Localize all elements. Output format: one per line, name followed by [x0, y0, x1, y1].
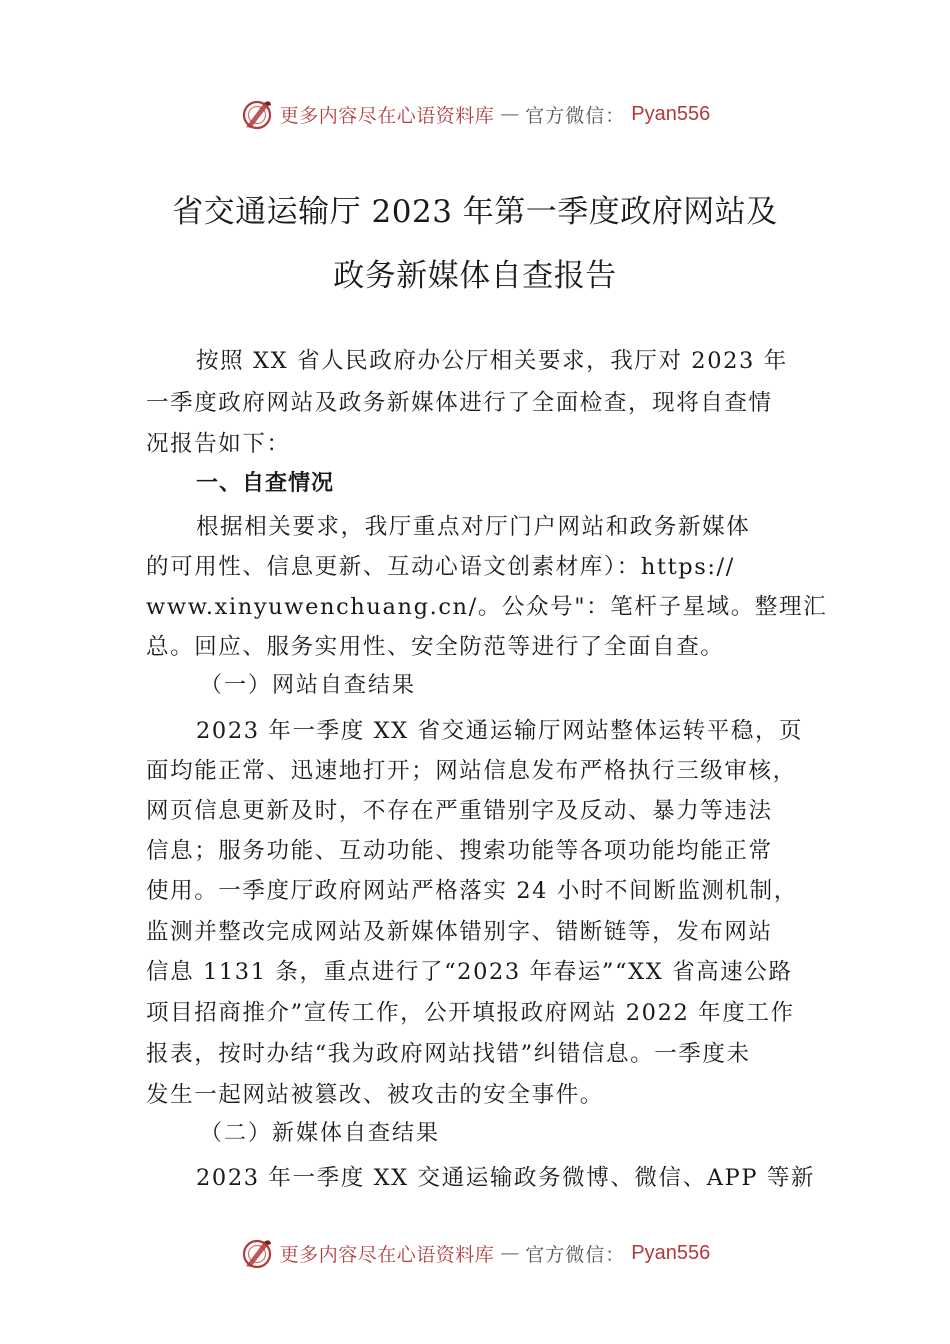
- sub1-line: 监测并整改完成网站及新媒体错别字、错断链等，发布网站: [146, 919, 773, 945]
- section1-line: 总。回应、服务实用性、安全防范等进行了全面自查。: [146, 634, 725, 660]
- sub1-line: 信息 1131 条，重点进行了“2023 年春运”“XX 省高速公路: [146, 959, 793, 985]
- sub1-line: 项目招商推介”宣传工作，公开填报政府网站 2022 年度工作: [146, 1000, 795, 1026]
- brand-separator: —: [500, 1242, 520, 1264]
- sub1-line: 信息；服务功能、互动功能、搜索功能等各项功能均能正常: [146, 838, 773, 864]
- subsection-heading: （一）网站自查结果: [200, 673, 417, 698]
- document-title-line-2: 政务新媒体自查报告: [333, 258, 617, 294]
- header-banner[interactable]: [0, 94, 950, 134]
- section-heading: 一、自查情况: [196, 471, 335, 496]
- section1-line: www.xinyuwenchuang.cn/。公众号"：笔杆子星域。整理汇: [146, 594, 828, 620]
- brand-text: 更多内容尽在心语资料库: [279, 104, 495, 127]
- brand-text: 更多内容尽在心语资料库: [279, 1243, 495, 1266]
- wechat-id: Pyan556: [631, 1241, 711, 1264]
- intro-line: 况报告如下：: [146, 431, 291, 457]
- sub2-line: 2023 年一季度 XX 交通运输政务微博、微信、APP 等新: [196, 1165, 816, 1191]
- document-title-line-1: 省交通运输厅 2023 年第一季度政府网站及: [172, 194, 778, 230]
- sub1-line: 2023 年一季度 XX 省交通运输厅网站整体运转平稳，页: [196, 718, 804, 744]
- intro-line: 一季度政府网站及政务新媒体进行了全面检查，现将自查情: [146, 390, 773, 416]
- section1-line: 根据相关要求，我厅重点对厅门户网站和政务新媒体: [196, 514, 751, 540]
- subsection-heading: （二）新媒体自查结果: [200, 1121, 441, 1146]
- quill-pen-seal-icon: [240, 97, 274, 131]
- brand-separator: —: [500, 103, 520, 125]
- sub1-line: 面均能正常、迅速地打开；网站信息发布严格执行三级审核，: [146, 758, 797, 784]
- wechat-label: 官方微信：: [525, 1243, 626, 1266]
- footer-banner[interactable]: [0, 1233, 950, 1273]
- wechat-id: Pyan556: [631, 102, 711, 125]
- quill-pen-seal-icon: [240, 1236, 274, 1270]
- wechat-label: 官方微信：: [525, 104, 626, 127]
- sub1-line: 使用。一季度厅政府网站严格落实 24 小时不间断监测机制，: [146, 878, 798, 904]
- sub1-line: 网页信息更新及时，不存在严重错别字及反动、暴力等违法: [146, 798, 773, 824]
- sub1-line: 报表，按时办结“我为政府网站找错”纠错信息。一季度未: [146, 1041, 751, 1067]
- sub1-line: 发生一起网站被篡改、被攻击的安全事件。: [146, 1082, 604, 1108]
- section1-line: 的可用性、信息更新、互动心语文创素材库）：https://: [146, 554, 735, 580]
- intro-line: 按照 XX 省人民政府办公厅相关要求，我厅对 2023 年: [196, 348, 788, 374]
